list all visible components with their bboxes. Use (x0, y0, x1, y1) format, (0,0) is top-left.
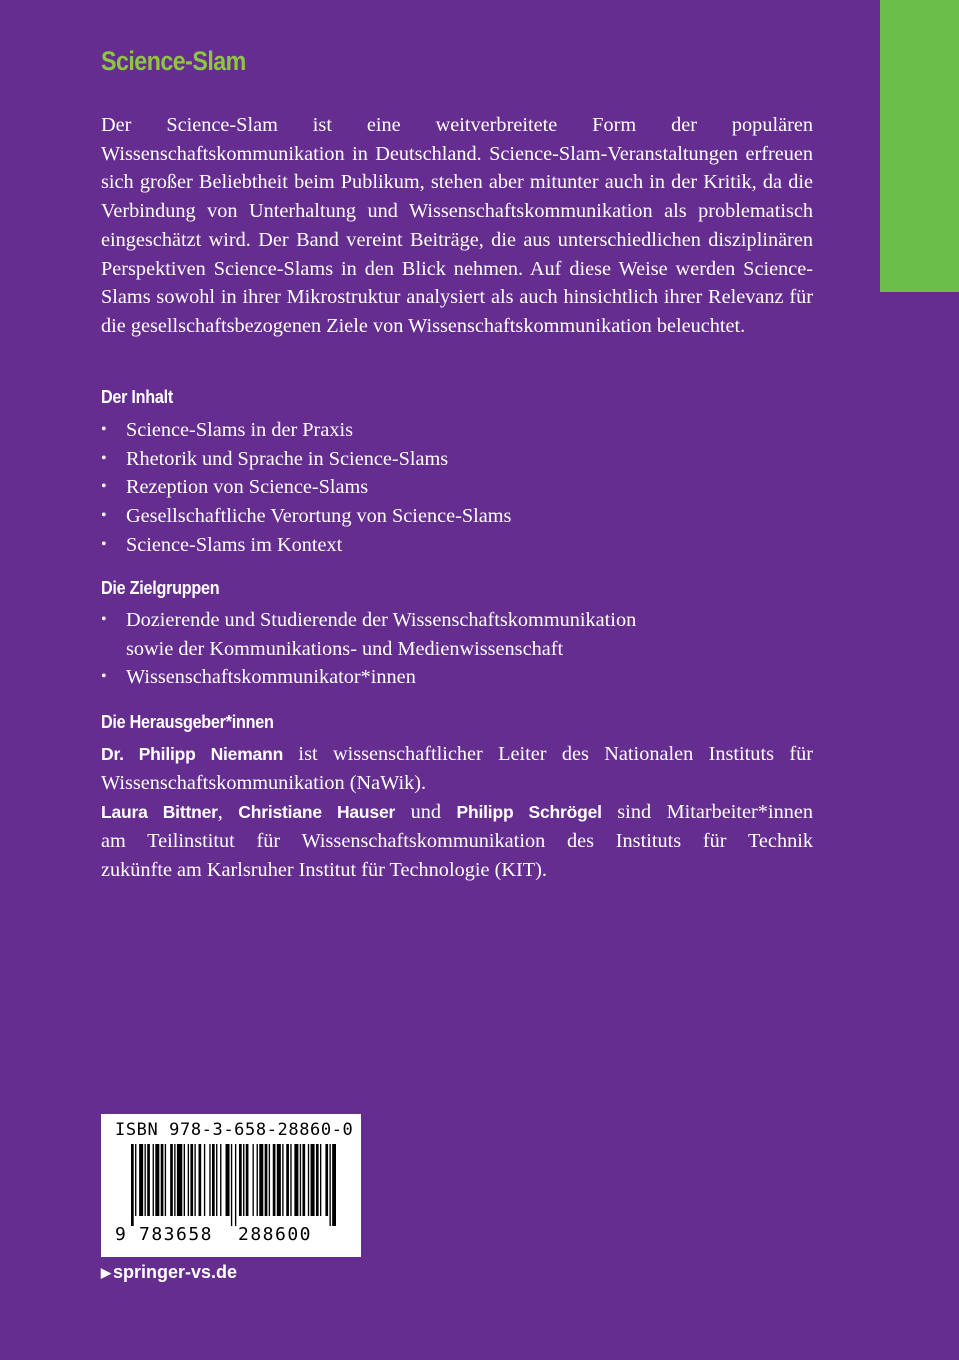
heading-zielgruppen: Die Zielgruppen (101, 578, 220, 598)
heading-herausgeber: Die Herausgeber*innen (101, 712, 274, 732)
bullet-icon: • (101, 421, 107, 438)
isbn-barcode-box (101, 1114, 361, 1257)
editor-name: Laura Bittner (101, 801, 218, 822)
green-color-tab (880, 0, 959, 292)
editors-text: Dr. Philipp Niemann ist wissenschaftlicher Leiter des Nationalen Instituts für Wissenschaftskommunikation (NaWik). Laura Bittner, Christiane Hauser und Philipp Schrögel sind Mitarbeiter*innen am Teilinstitut für Wissenschaftskommunikation des Instituts für Technik zukünfte am Karlsruher Institut für Technologie (KIT). (101, 743, 814, 881)
list-item: • Rhetorik und Sprache in Science-Slams (101, 445, 801, 474)
bullet-icon: • (101, 611, 107, 628)
list-item: • Dozierende und Studierende der Wissenschaftskommunikation sowie der Kommunikations- und Medienwissenschaft (101, 606, 801, 663)
editor-name: Dr. Philipp Niemann (101, 744, 284, 764)
editor-name: Philipp Schrögel (456, 801, 602, 822)
editor-name: Christiane Hauser (238, 801, 396, 822)
barcode-digits-left: 783658 (139, 1224, 214, 1245)
list-item: • Science-Slams im Kontext (101, 531, 801, 560)
publisher-link[interactable]: ▶ springer-vs.de (101, 1262, 238, 1282)
heading-inhalt: Der Inhalt (101, 387, 174, 407)
bullet-icon: • (101, 507, 107, 525)
barcode-digits-right: 288600 (238, 1224, 313, 1245)
bullet-icon: • (101, 449, 107, 467)
bullet-icon: • (101, 668, 107, 686)
bullet-icon: • (101, 478, 107, 496)
barcode-icon (131, 1144, 336, 1226)
isbn-label: ISBN 978-3-658-28860-0 (115, 1120, 354, 1140)
barcode-digit: 9 (115, 1224, 126, 1245)
book-title: Science-Slam (101, 46, 246, 76)
zielgruppen-list (101, 606, 801, 692)
list-item: • Wissenschaftskommunikator*innen (101, 663, 801, 692)
intro-paragraph: Der Science-Slam ist eine weitverbreitete Form der populären Wissenschaftskommunikation in Deutschland. Science-Slam-Veranstaltungen erfreuen sich großer Beliebtheit beim Publikum, stehen aber mitunter auch in der Kritik, da die Verbindung von Unterhaltung und Wissenschaftskommunikation als problematisch eingeschätzt wird. Der Band vereint Beiträge, die aus unterschiedlichen disziplinären Perspektiven Science-Slams in den Blick nehmen. Auf diese Weise werden Science-Slams sowohl in ihrer Mikrostruktur analysiert als auch hinsichtlich ihrer Relevanz für die gesellschaftsbezogenen Ziele von Wissenschaftskommunikation beleuchtet. (101, 114, 813, 337)
list-item: • Science-Slams in der Praxis (101, 416, 801, 445)
list-item: • Rezeption von Science-Slams (101, 473, 801, 502)
list-item: • Gesellschaftliche Verortung von Science-Slams (101, 502, 801, 531)
inhalt-list (101, 416, 801, 560)
bullet-icon: • (101, 535, 107, 553)
arrow-icon: ▶ (101, 1265, 111, 1280)
